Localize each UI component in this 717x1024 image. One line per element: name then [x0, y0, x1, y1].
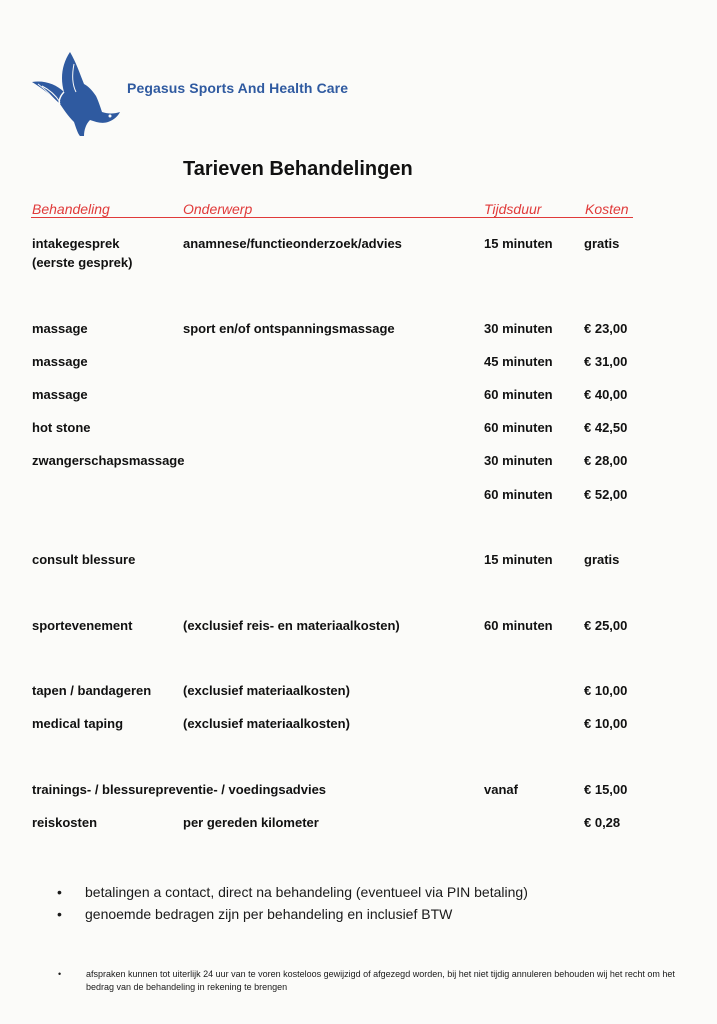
cell-tijdsduur: 30 minuten [484, 321, 553, 336]
cell-onderwerp: (exclusief reis- en materiaalkosten) [183, 618, 400, 633]
cell-kosten: gratis [584, 552, 620, 567]
cell-behandeling: intakegesprek [32, 236, 120, 251]
cell-behandeling: reiskosten [32, 815, 98, 830]
cell-kosten: € 23,00 [584, 321, 628, 336]
cell-tijdsduur: 60 minuten [484, 420, 553, 435]
cell-kosten: € 0,28 [584, 815, 621, 830]
cell-kosten: € 10,00 [584, 716, 628, 731]
cell-behandeling: zwangerschapsmassage [32, 453, 185, 468]
cell-kosten: gratis [584, 236, 620, 251]
cell-behandeling: trainings- / blessurepreventie- / voedingsadvies [32, 782, 327, 797]
cell-kosten: € 28,00 [584, 453, 628, 468]
company-name: Pegasus Sports And Health Care [127, 80, 349, 96]
pegasus-icon [30, 50, 122, 138]
cell-tijdsduur: 60 minuten [484, 387, 553, 402]
cell-behandeling: massage [32, 354, 88, 369]
cell-onderwerp: (exclusief materiaalkosten) [183, 716, 350, 731]
cell-kosten: € 31,00 [584, 354, 628, 369]
column-header-tijdsduur: Tijdsduur [484, 201, 542, 217]
bullet-icon: • [58, 969, 62, 979]
column-header-kosten: Kosten [585, 201, 629, 217]
note-text: betalingen a contact, direct na behandeling (eventueel via PIN betaling) [85, 884, 528, 900]
cell-onderwerp: anamnese/functieonderzoek/advies [183, 236, 402, 251]
cell-tijdsduur: vanaf [484, 782, 518, 797]
cell-kosten: € 10,00 [584, 683, 628, 698]
cell-onderwerp: per gereden kilometer [183, 815, 319, 830]
cell-tijdsduur: 45 minuten [484, 354, 553, 369]
column-header-onderwerp: Onderwerp [183, 201, 253, 217]
cell-onderwerp: (exclusief materiaalkosten) [183, 683, 350, 698]
cell-behandeling: hot stone [32, 420, 91, 435]
bullet-icon: • [57, 884, 62, 900]
table-header [0, 201, 717, 221]
page-title: Tarieven Behandelingen [183, 158, 413, 180]
note-text: genoemde bedragen zijn per behandeling en inclusief BTW [85, 906, 453, 922]
bullet-icon: • [57, 906, 62, 922]
cell-behandeling: massage [32, 387, 88, 402]
cell-behandeling: sportevenement [32, 618, 133, 633]
cell-onderwerp: sport en/of ontspanningsmassage [183, 321, 395, 336]
cell-behandeling: medical taping [32, 716, 124, 731]
cell-tijdsduur: 60 minuten [484, 618, 553, 633]
footnote-text: afspraken kunnen tot uiterlijk 24 uur van te voren kosteloos gewijzigd of afgezegd worden, bij het niet tijdig annuleren behouden wij het recht om het bedrag van de behandeling in rekening te brengen [86, 969, 675, 992]
cell-tijdsduur: 15 minuten [484, 236, 553, 251]
cell-kosten: € 42,50 [584, 420, 628, 435]
cell-tijdsduur: 60 minuten [484, 487, 553, 502]
cell-behandeling: massage [32, 321, 88, 336]
cell-behandeling-sub: (eerste gesprek) [32, 255, 133, 270]
cell-kosten: € 25,00 [584, 618, 628, 633]
cell-tijdsduur: 30 minuten [484, 453, 553, 468]
cell-kosten: € 40,00 [584, 387, 628, 402]
header-divider [31, 217, 633, 218]
cell-behandeling: consult blessure [32, 552, 136, 567]
cell-tijdsduur: 15 minuten [484, 552, 553, 567]
column-header-behandeling: Behandeling [32, 201, 110, 217]
cell-kosten: € 52,00 [584, 487, 628, 502]
cell-kosten: € 15,00 [584, 782, 628, 797]
cell-behandeling: tapen / bandageren [32, 683, 152, 698]
